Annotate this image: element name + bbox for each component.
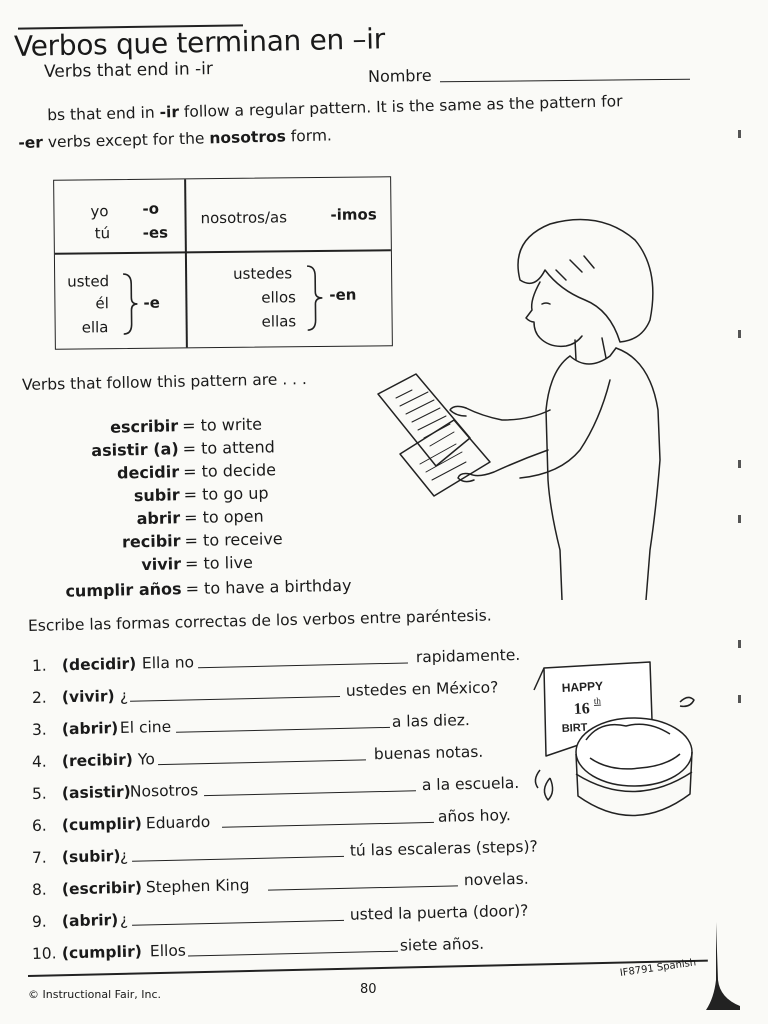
exercise-prefix: Nosotros	[129, 781, 199, 801]
answer-blank[interactable]	[130, 696, 340, 702]
vocab-meaning: = to open	[183, 506, 264, 528]
exercise-suffix: tú las escaleras (steps)?	[349, 837, 538, 860]
exercise-row	[32, 804, 592, 839]
ending-tu: -es	[142, 223, 169, 242]
pronoun-ellas: ellas	[261, 312, 297, 331]
answer-blank[interactable]	[204, 790, 416, 796]
page-title: Verbos que terminan en –ir	[13, 22, 386, 63]
answer-blank[interactable]	[158, 759, 366, 765]
exercise-verb: (abrir)	[61, 911, 119, 931]
vocab-meaning: = to decide	[182, 460, 277, 482]
exercise-verb: (abrir)	[61, 719, 119, 739]
brace-plural	[303, 264, 326, 332]
pronoun-usted: usted	[67, 272, 110, 291]
exercise-prefix: ¿	[119, 846, 129, 866]
vocab-meaning: = to write	[181, 414, 263, 436]
ending-nosotros: -imos	[330, 205, 377, 224]
vocab-verb: recibir	[121, 531, 181, 552]
exercise-row	[32, 900, 592, 935]
exercise-number: 6.	[31, 816, 47, 835]
scan-mark	[738, 330, 741, 338]
exercise-instructions: Escribe las formas correctas de los verbos entre paréntesis.	[27, 606, 492, 635]
binding-corner-mark	[700, 920, 748, 1010]
girl-reading-letter-illustration	[370, 210, 670, 600]
answer-blank[interactable]	[176, 727, 390, 733]
exercise-row	[32, 836, 592, 871]
exercise-suffix: siete años.	[399, 934, 485, 955]
exercise-prefix: Yo	[137, 750, 156, 769]
pronoun-yo: yo	[90, 202, 109, 221]
cake-sign-line2-sup: th	[593, 695, 602, 706]
exercise-prefix: ¿	[119, 910, 129, 930]
exercise-verb: (recibir)	[61, 750, 134, 771]
exercise-suffix: años hoy.	[437, 806, 512, 826]
vocab-verb: decidir	[116, 462, 180, 483]
exercise-suffix: a la escuela.	[421, 773, 520, 795]
exercise-number: 3.	[31, 720, 47, 739]
exercise-suffix: a las diez.	[391, 711, 471, 731]
scan-mark	[738, 460, 741, 468]
exercise-suffix: novelas.	[463, 869, 529, 890]
vocab-meaning: = to live	[184, 552, 254, 574]
table-divider-vertical	[184, 179, 187, 347]
vocab-verb: vivir	[141, 554, 182, 575]
table-divider-horizontal	[55, 249, 391, 254]
exercise-number: 8.	[31, 880, 47, 899]
exercise-row	[32, 932, 592, 967]
vocab-verb: asistir (a)	[91, 439, 179, 461]
page-subtitle: Verbs that end in -ir	[43, 59, 214, 82]
pronoun-el: él	[95, 294, 109, 313]
scan-mark	[738, 640, 741, 648]
vocab-verb: escribir	[109, 416, 179, 437]
ending-singular: -e	[143, 293, 160, 312]
vocab-meaning: = to go up	[183, 483, 269, 505]
cake-sign-line1: HAPPY	[561, 678, 604, 695]
vocab-meaning: = to attend	[182, 437, 275, 459]
exercise-verb: (cumplir)	[61, 942, 143, 963]
exercise-verb: (subir)	[61, 846, 121, 867]
vocab-item	[3, 574, 423, 605]
exercise-number: 4.	[31, 752, 47, 771]
scan-mark	[738, 515, 741, 523]
cake-sign-line3: BIRT	[561, 721, 588, 735]
pronoun-nosotros: nosotros/as	[200, 208, 288, 228]
pronoun-ellos: ellos	[261, 288, 297, 307]
exercise-number: 7.	[31, 848, 47, 867]
footer-page-number: 80	[360, 982, 377, 997]
name-label: Nombre	[367, 65, 432, 86]
scan-mark	[738, 130, 741, 138]
exercise-prefix: Ella no	[141, 653, 195, 673]
answer-blank[interactable]	[188, 951, 398, 957]
scan-mark	[738, 695, 741, 703]
intro-paragraph: bs that end in -ir follow a regular pattern. It is the same as the pattern for -er verbs except for the nosotros form.	[18, 92, 623, 152]
exercise-number: 1.	[31, 656, 47, 675]
exercise-number: 2.	[31, 688, 47, 707]
ending-plural: -en	[329, 285, 357, 304]
answer-blank[interactable]	[198, 662, 408, 668]
vocab-list	[0, 411, 420, 601]
exercise-number: 9.	[31, 912, 47, 931]
exercise-row	[32, 740, 592, 775]
vocab-meaning: = to receive	[184, 529, 283, 551]
endings-table	[53, 176, 393, 350]
vocab-verb: abrir	[136, 508, 181, 529]
footer-code: IF8791 Spanish	[619, 957, 697, 979]
exercise-prefix: El cine	[119, 717, 172, 738]
pronoun-ustedes: ustedes	[233, 264, 293, 283]
pronoun-tu: tú	[94, 224, 111, 243]
exercise-suffix: ustedes en México?	[345, 678, 499, 700]
exercise-number: 5.	[31, 784, 47, 803]
vocab-verb: subir	[133, 485, 180, 506]
exercise-prefix: Eduardo	[145, 812, 211, 833]
ending-yo: -o	[142, 199, 160, 218]
vocab-meaning: = to have a birthday	[185, 575, 352, 599]
exercise-row	[32, 676, 592, 711]
exercise-row	[32, 772, 592, 807]
pronoun-ella: ella	[81, 318, 109, 337]
birthday-cake-illustration	[530, 660, 700, 830]
exercise-row	[32, 708, 592, 743]
answer-blank[interactable]	[222, 822, 434, 828]
exercise-row	[32, 644, 592, 679]
exercise-row	[32, 868, 592, 903]
cake-sign-line2: 16	[573, 700, 591, 718]
exercise-suffix: usted la puerta (door)?	[349, 901, 529, 924]
name-field-line[interactable]	[440, 79, 690, 83]
brace-singular	[119, 272, 140, 336]
exercise-prefix: ¿	[119, 686, 129, 706]
answer-blank[interactable]	[268, 885, 458, 890]
exercise-suffix: buenas notas.	[373, 742, 484, 764]
vocab-intro: Verbs that follow this pattern are . . .	[21, 370, 308, 394]
footer-copyright: © Instructional Fair, Inc.	[28, 988, 162, 1001]
answer-blank[interactable]	[132, 856, 344, 862]
exercise-number: 10.	[31, 944, 57, 963]
exercise-prefix: Ellos	[149, 941, 187, 961]
exercise-prefix: Stephen King	[145, 876, 250, 897]
vocab-verb: cumplir años	[65, 579, 182, 601]
exercise-verb: (vivir)	[61, 687, 115, 707]
exercise-verb: (decidir)	[61, 654, 137, 675]
answer-blank[interactable]	[132, 920, 344, 926]
exercise-verb: (escribir)	[61, 878, 143, 899]
exercise-suffix: rapidamente.	[415, 645, 521, 667]
exercise-verb: (cumplir)	[61, 814, 143, 835]
exercise-verb: (asistir)	[61, 782, 131, 803]
